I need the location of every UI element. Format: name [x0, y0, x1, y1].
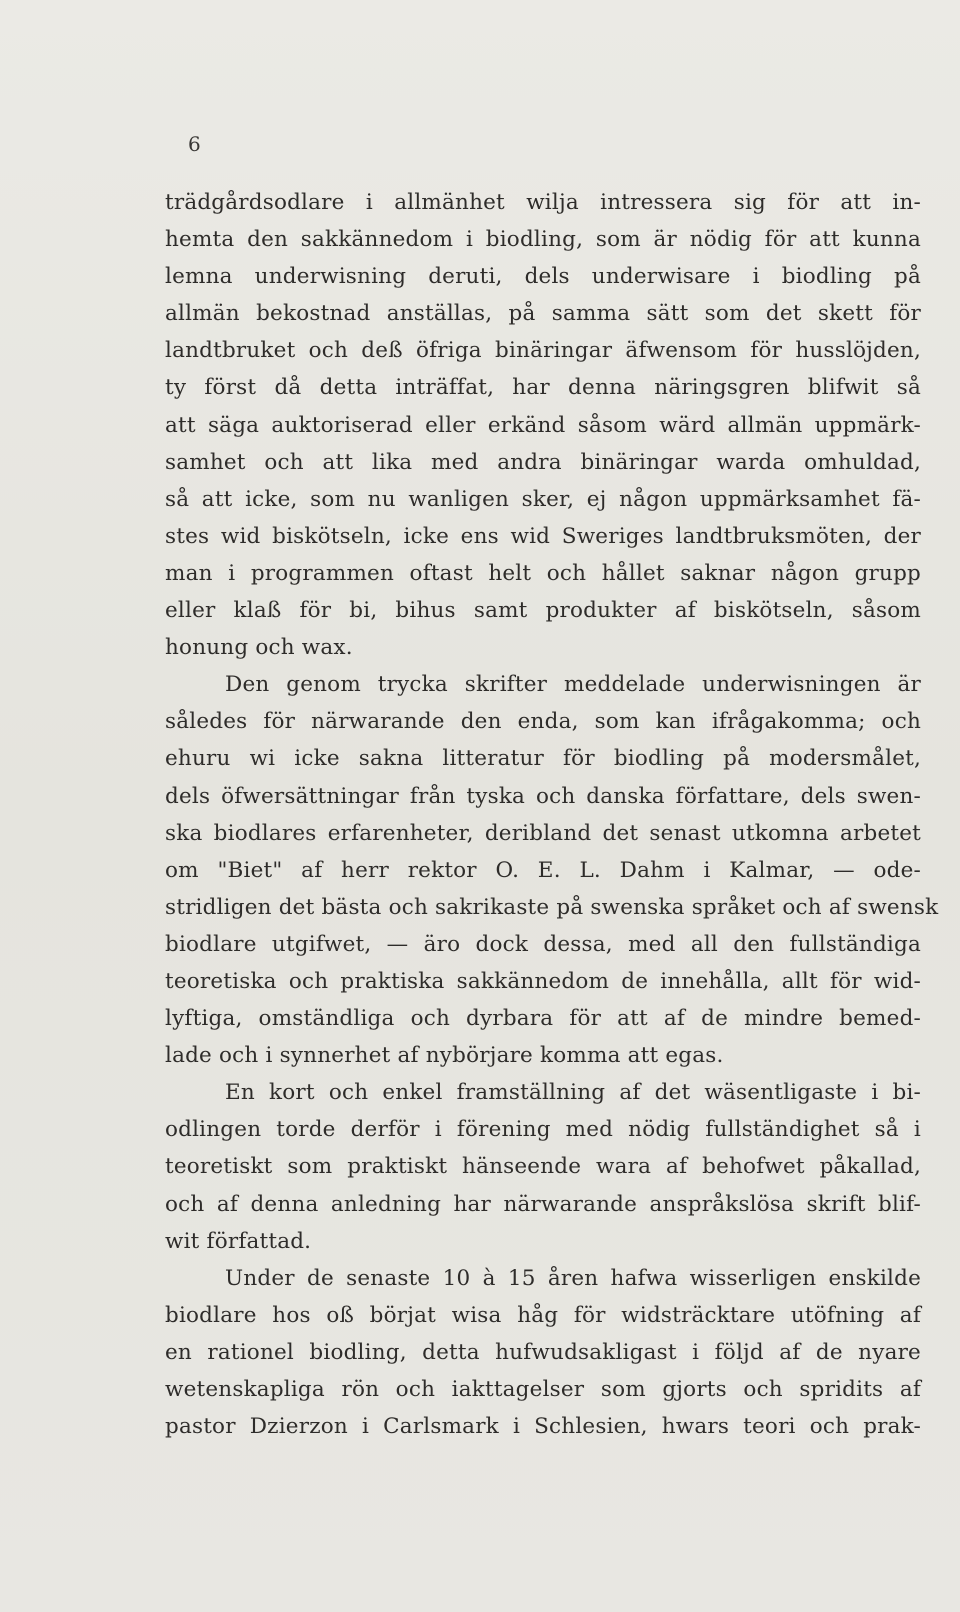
text-line: och af denna anledning har närwarande anspråkslösa skrift blif-	[165, 1191, 921, 1217]
body-text	[165, 184, 939, 1445]
text-line: lemna underwisning deruti, dels underwisare i biodling på	[165, 264, 921, 290]
text-line: stridligen det bästa och sakrikaste på swenska språket och af swensk	[165, 894, 939, 920]
text-line: wit författad.	[165, 1228, 312, 1254]
text-line: biodlare hos oß börjat wisa håg för widsträcktare utöfning af	[165, 1302, 921, 1328]
text-line: landtbruket och deß öfriga binäringar äfwensom för husslöjden,	[165, 338, 921, 364]
text-line: dels öfwersättningar från tyska och danska författare, dels swen-	[165, 783, 921, 809]
text-line: lade och i synnerhet af nybörjare komma att egas.	[165, 1043, 724, 1069]
text-line: att säga auktoriserad eller erkänd såsom wärd allmän uppmärk-	[165, 412, 921, 438]
text-line: lyftiga, omständliga och dyrbara för att af de mindre bemed-	[165, 1006, 921, 1032]
text-line: hemta den sakkännedom i biodling, som är nödig för att kunna	[165, 227, 921, 253]
text-line: odlingen torde derför i förening med nödig fullständighet så i	[165, 1117, 921, 1143]
text-line: om "Biet" af herr rektor O. E. L. Dahm i Kalmar, — ode-	[165, 857, 921, 883]
text-line: man i programmen oftast helt och hållet saknar någon grupp	[165, 560, 921, 586]
page-number: 6	[188, 132, 201, 156]
text-line: En kort och enkel framställning af det wäsentligaste i bi-	[225, 1080, 921, 1106]
text-line: ska biodlares erfarenheter, deribland det senast utkomna arbetet	[165, 820, 921, 846]
text-line: teoretiskt som praktiskt hänseende wara af behofwet påkallad,	[165, 1154, 921, 1180]
text-line: wetenskapliga rön och iakttagelser som gjorts och spridits af	[165, 1377, 921, 1402]
text-line: stes wid biskötseln, icke ens wid Sweriges landtbruksmöten, der	[165, 523, 921, 549]
text-line: ehuru wi icke sakna litteratur för biodling på modersmålet,	[165, 746, 921, 772]
text-line: pastor Dzierzon i Carlsmark i Schlesien, hwars teori och prak-	[165, 1414, 921, 1440]
text-line: ty först då detta inträffat, har denna näringsgren blifwit så	[165, 375, 921, 401]
text-line: allmän bekostnad anställas, på samma sätt som det skett för	[165, 301, 921, 327]
text-line: så att icke, som nu wanligen sker, ej någon uppmärksamhet fä-	[165, 486, 921, 512]
text-line: trädgårdsodlare i allmänhet wilja intressera sig för att in-	[165, 190, 921, 215]
text-line: samhet och att lika med andra binäringar warda omhuldad,	[165, 449, 921, 475]
text-line: teoretiska och praktiska sakkännedom de innehålla, allt för wid-	[165, 968, 921, 994]
text-line: biodlare utgifwet, — äro dock dessa, med all den fullständiga	[165, 931, 921, 957]
text-line: Under de senaste 10 à 15 åren hafwa wisserligen enskilde	[225, 1265, 921, 1291]
text-line: en rationel biodling, detta hufwudsakligast i följd af de nyare	[165, 1339, 921, 1365]
text-line: eller klaß för bi, bihus samt produkter af biskötseln, såsom	[165, 598, 921, 624]
text-line: honung och wax.	[165, 635, 353, 661]
text-line: således för närwarande den enda, som kan ifrågakomma; och	[165, 709, 921, 735]
text-line: Den genom trycka skrifter meddelade underwisningen är	[225, 672, 921, 698]
